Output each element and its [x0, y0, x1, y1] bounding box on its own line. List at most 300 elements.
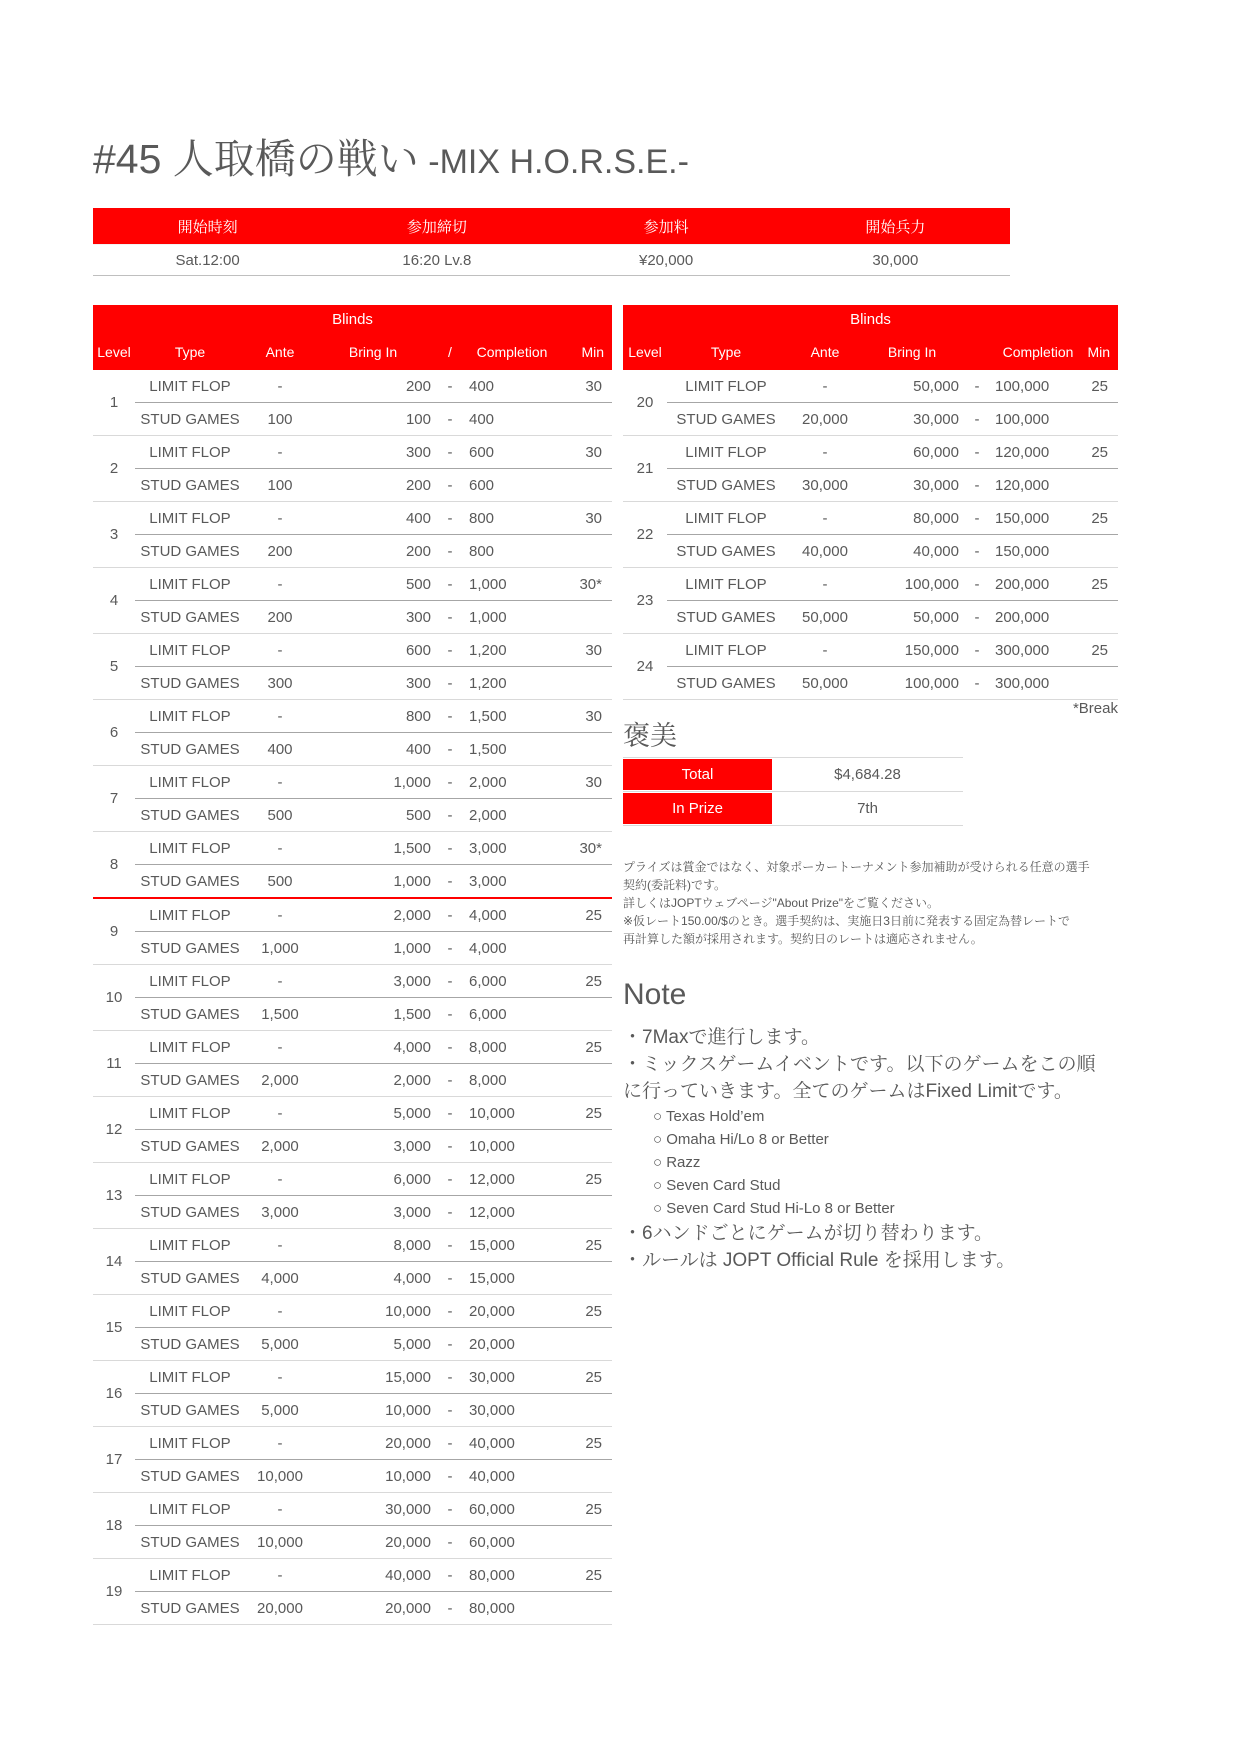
blind-row — [135, 403, 612, 435]
cell-ante: - — [277, 641, 283, 659]
info-header-row — [93, 208, 1010, 244]
level-block — [623, 568, 1118, 634]
cell-min: 30 — [585, 509, 602, 527]
cell-bring-in: 2,000 — [393, 1071, 431, 1089]
blinds-table-levels-20-24 — [623, 305, 1118, 700]
level-block — [93, 1427, 612, 1493]
column-header-min: Min — [581, 344, 604, 360]
cell-ante: - — [822, 509, 828, 527]
cell-separator: - — [447, 740, 453, 758]
note-line: に行っていきます。全てのゲームはFixed Limitです。 — [623, 1081, 1073, 1102]
level-block — [623, 370, 1118, 436]
column-header-comp: Completion — [476, 344, 548, 360]
cell-bring-in: 50,000 — [913, 377, 959, 395]
level-block — [623, 502, 1118, 568]
cell-bring-in: 200 — [405, 476, 431, 494]
blind-row — [135, 1295, 612, 1328]
level-block — [93, 1559, 612, 1625]
level-number: 14 — [105, 1253, 123, 1270]
cell-bring-in: 30,000 — [913, 476, 959, 494]
cell-type: LIMIT FLOP — [685, 575, 767, 593]
cell-bring-in: 30,000 — [913, 410, 959, 428]
cell-type: LIMIT FLOP — [149, 1038, 231, 1056]
cell-bring-in: 8,000 — [393, 1236, 431, 1254]
cell-type: LIMIT FLOP — [149, 1236, 231, 1254]
level-number: 8 — [109, 856, 119, 873]
cell-bring-in: 200 — [405, 542, 431, 560]
cell-separator: - — [447, 1038, 453, 1056]
cell-completion: 800 — [469, 509, 495, 527]
cell-ante: - — [277, 1302, 283, 1320]
cell-ante: 20,000 — [257, 1599, 303, 1617]
cell-ante: - — [277, 839, 283, 857]
blind-row — [135, 733, 612, 765]
prize-row — [623, 792, 963, 826]
level-block — [93, 766, 612, 832]
blind-row — [135, 1262, 612, 1294]
blind-row — [135, 535, 612, 567]
level-number: 10 — [105, 989, 123, 1006]
cell-ante: 400 — [267, 740, 293, 758]
blind-row — [135, 1592, 612, 1624]
cell-completion: 1,200 — [469, 674, 507, 692]
cell-type: LIMIT FLOP — [685, 641, 767, 659]
cell-completion: 80,000 — [469, 1566, 515, 1584]
cell-completion: 600 — [469, 476, 495, 494]
level-number: 12 — [105, 1121, 123, 1138]
cell-completion: 300,000 — [995, 674, 1050, 692]
disclaimer-line: ※仮レート150.00/$のとき。選手契約は、実施日3日前に発表する固定為替レートで — [623, 914, 1070, 928]
cell-separator: - — [447, 972, 453, 990]
cell-bring-in: 500 — [405, 575, 431, 593]
blind-row — [667, 403, 1118, 435]
level-number: 23 — [636, 592, 654, 609]
cell-completion: 30,000 — [469, 1368, 515, 1386]
blind-row — [135, 568, 612, 601]
cell-ante: - — [277, 906, 283, 924]
cell-completion: 300,000 — [995, 641, 1050, 659]
cell-ante: - — [277, 773, 283, 791]
blind-row — [135, 601, 612, 633]
cell-completion: 1,000 — [469, 575, 507, 593]
cell-min: 25 — [585, 1566, 602, 1584]
blind-row — [135, 1526, 612, 1558]
blind-row — [135, 932, 612, 964]
cell-bring-in: 1,500 — [393, 839, 431, 857]
cell-separator: - — [447, 542, 453, 560]
cell-min: 25 — [585, 1038, 602, 1056]
cell-bring-in: 100,000 — [904, 575, 959, 593]
level-rows — [135, 1097, 612, 1162]
level-number: 17 — [105, 1451, 123, 1468]
cell-min: 25 — [1091, 641, 1108, 659]
cell-bring-in: 10,000 — [385, 1467, 431, 1485]
level-block — [93, 832, 612, 899]
cell-min: 30 — [585, 377, 602, 395]
blind-row — [135, 469, 612, 501]
prize-value: $4,684.28 — [834, 766, 901, 783]
cell-bring-in: 50,000 — [913, 608, 959, 626]
level-number: 20 — [636, 394, 654, 411]
blind-row — [135, 1460, 612, 1492]
level-number: 21 — [636, 460, 654, 477]
cell-completion: 12,000 — [469, 1203, 515, 1221]
cell-separator: - — [447, 1071, 453, 1089]
cell-bring-in: 80,000 — [913, 509, 959, 527]
cell-type: LIMIT FLOP — [149, 773, 231, 791]
cell-type: STUD GAMES — [140, 542, 240, 560]
cell-separator: - — [447, 1170, 453, 1188]
level-block — [93, 965, 612, 1031]
level-block — [93, 1031, 612, 1097]
cell-ante: - — [277, 1566, 283, 1584]
level-rows — [135, 568, 612, 633]
cell-separator: - — [974, 509, 980, 527]
cell-completion: 10,000 — [469, 1137, 515, 1155]
cell-type: LIMIT FLOP — [149, 443, 231, 461]
cell-min: 25 — [585, 906, 602, 924]
page-title — [93, 126, 689, 185]
cell-separator: - — [447, 377, 453, 395]
cell-min: 30* — [579, 839, 602, 857]
cell-separator: - — [447, 1434, 453, 1452]
blind-row — [667, 634, 1118, 667]
level-block — [93, 899, 612, 965]
cell-min: 25 — [585, 1434, 602, 1452]
cell-ante: 20,000 — [802, 410, 848, 428]
blind-row — [135, 436, 612, 469]
cell-type: STUD GAMES — [140, 674, 240, 692]
level-rows — [135, 832, 612, 897]
cell-completion: 200,000 — [995, 575, 1050, 593]
cell-bring-in: 400 — [405, 740, 431, 758]
cell-completion: 15,000 — [469, 1236, 515, 1254]
cell-bring-in: 3,000 — [393, 1203, 431, 1221]
event-subtitle: -MIX H.O.R.S.E.- — [418, 143, 689, 181]
cell-separator: - — [447, 707, 453, 725]
cell-separator: - — [447, 509, 453, 527]
cell-ante: 200 — [267, 608, 293, 626]
cell-separator: - — [447, 1599, 453, 1617]
cell-completion: 60,000 — [469, 1500, 515, 1518]
cell-separator: - — [974, 410, 980, 428]
cell-separator: - — [447, 1500, 453, 1518]
cell-bring-in: 1,000 — [393, 939, 431, 957]
cell-bring-in: 3,000 — [393, 972, 431, 990]
cell-separator: - — [447, 1269, 453, 1287]
cell-separator: - — [447, 1335, 453, 1353]
blind-row — [135, 634, 612, 667]
cell-separator: - — [447, 1368, 453, 1386]
level-rows — [135, 1163, 612, 1228]
cell-type: LIMIT FLOP — [149, 509, 231, 527]
cell-separator: - — [447, 1302, 453, 1320]
cell-separator: - — [447, 1104, 453, 1122]
blind-row — [135, 799, 612, 831]
level-number: 7 — [109, 790, 119, 807]
cell-bring-in: 500 — [405, 806, 431, 824]
blind-row — [135, 700, 612, 733]
cell-ante: 500 — [267, 872, 293, 890]
prize-disclaimer — [623, 858, 1103, 948]
cell-completion: 6,000 — [469, 1005, 507, 1023]
cell-completion: 2,000 — [469, 773, 507, 791]
column-header-ante: Ante — [810, 344, 840, 360]
info-value-cell: 30,000 — [872, 251, 919, 269]
info-header-cell: 参加締切 — [406, 218, 467, 236]
cell-bring-in: 6,000 — [393, 1170, 431, 1188]
blind-row — [135, 998, 612, 1030]
prize-table — [623, 757, 963, 826]
cell-type: STUD GAMES — [140, 1533, 240, 1551]
cell-ante: 1,500 — [261, 1005, 299, 1023]
level-rows — [667, 502, 1118, 567]
note-line: ・7Maxで進行します。 — [623, 1027, 820, 1048]
cell-separator: - — [447, 1467, 453, 1485]
cell-type: LIMIT FLOP — [149, 641, 231, 659]
column-header-level: Level — [97, 344, 131, 360]
note-game-item: ○ Seven Card Stud — [653, 1177, 781, 1194]
cell-separator: - — [974, 575, 980, 593]
cell-bring-in: 100,000 — [904, 674, 959, 692]
cell-completion: 40,000 — [469, 1434, 515, 1452]
level-block — [623, 634, 1118, 700]
blind-row — [135, 1361, 612, 1394]
cell-completion: 1,200 — [469, 641, 507, 659]
blind-row — [667, 535, 1118, 567]
note-heading: Note — [623, 978, 687, 1011]
cell-ante: 1,000 — [261, 939, 299, 957]
cell-separator: - — [447, 773, 453, 791]
cell-ante: 5,000 — [261, 1401, 299, 1419]
note-game-item: ○ Omaha Hi/Lo 8 or Better — [653, 1131, 829, 1148]
blind-row — [135, 865, 612, 897]
cell-ante: 30,000 — [802, 476, 848, 494]
blind-row — [667, 568, 1118, 601]
cell-type: STUD GAMES — [140, 1269, 240, 1287]
level-number: 6 — [109, 724, 119, 741]
cell-separator: - — [447, 906, 453, 924]
cell-ante: 5,000 — [261, 1335, 299, 1353]
column-header-min: Min — [1087, 344, 1110, 360]
cell-type: STUD GAMES — [140, 806, 240, 824]
cell-ante: - — [277, 1170, 283, 1188]
cell-ante: 2,000 — [261, 1137, 299, 1155]
level-block — [93, 370, 612, 436]
info-value-cell: Sat.12:00 — [175, 251, 240, 269]
level-number: 24 — [636, 658, 654, 675]
cell-type: LIMIT FLOP — [149, 972, 231, 990]
blind-row — [667, 502, 1118, 535]
cell-ante: 300 — [267, 674, 293, 692]
cell-completion: 100,000 — [995, 410, 1050, 428]
level-number: 22 — [636, 526, 654, 543]
cell-completion: 10,000 — [469, 1104, 515, 1122]
cell-ante: 50,000 — [802, 674, 848, 692]
cell-bring-in: 300 — [405, 443, 431, 461]
blind-row — [667, 667, 1118, 699]
cell-type: LIMIT FLOP — [685, 377, 767, 395]
cell-type: STUD GAMES — [676, 476, 776, 494]
cell-ante: - — [277, 1104, 283, 1122]
cell-bring-in: 5,000 — [393, 1104, 431, 1122]
cell-type: STUD GAMES — [676, 542, 776, 560]
level-block — [93, 1229, 612, 1295]
level-rows — [135, 700, 612, 765]
cell-ante: - — [822, 443, 828, 461]
cell-type: LIMIT FLOP — [685, 509, 767, 527]
level-block — [93, 700, 612, 766]
level-block — [93, 1493, 612, 1559]
level-rows — [135, 965, 612, 1030]
cell-ante: - — [277, 443, 283, 461]
level-block — [93, 1163, 612, 1229]
cell-bring-in: 300 — [405, 674, 431, 692]
cell-ante: - — [277, 972, 283, 990]
disclaimer-line: プライズは賞金ではなく、対象ポーカートーナメント参加補助が受けられる任意の選手 — [623, 860, 1090, 874]
cell-completion: 200,000 — [995, 608, 1050, 626]
cell-ante: 50,000 — [802, 608, 848, 626]
cell-type: LIMIT FLOP — [149, 1566, 231, 1584]
cell-type: STUD GAMES — [140, 740, 240, 758]
cell-min: 25 — [1091, 575, 1108, 593]
note-game-item: ○ Texas Hold’em — [653, 1108, 765, 1125]
cell-bring-in: 5,000 — [393, 1335, 431, 1353]
blind-row — [135, 766, 612, 799]
cell-ante: - — [277, 1236, 283, 1254]
cell-bring-in: 600 — [405, 641, 431, 659]
disclaimer-line: 詳しくはJOPTウェブページ"About Prize"をご覧ください。 — [623, 896, 940, 910]
level-block — [93, 568, 612, 634]
cell-min: 25 — [585, 972, 602, 990]
break-footnote: *Break — [1072, 700, 1118, 717]
blind-row — [135, 1097, 612, 1130]
note-line: ・ミックスゲームイベントです。以下のゲームをこの順 — [623, 1054, 1096, 1075]
info-table — [93, 208, 1010, 276]
cell-bring-in: 800 — [405, 707, 431, 725]
level-rows — [135, 502, 612, 567]
cell-ante: 100 — [267, 476, 293, 494]
cell-separator: - — [447, 1401, 453, 1419]
cell-completion: 30,000 — [469, 1401, 515, 1419]
level-rows — [135, 1295, 612, 1360]
cell-type: LIMIT FLOP — [149, 575, 231, 593]
blinds-table-levels-1-19 — [93, 305, 612, 1625]
cell-type: STUD GAMES — [140, 939, 240, 957]
cell-type: STUD GAMES — [676, 410, 776, 428]
cell-min: 30 — [585, 773, 602, 791]
cell-separator: - — [447, 1533, 453, 1551]
cell-separator: - — [974, 542, 980, 560]
cell-separator: - — [447, 1137, 453, 1155]
cell-bring-in: 1,000 — [393, 773, 431, 791]
blind-row — [135, 1196, 612, 1228]
cell-bring-in: 40,000 — [385, 1566, 431, 1584]
level-number: 19 — [105, 1583, 123, 1600]
level-rows — [667, 370, 1118, 435]
info-header-cell: 開始兵力 — [865, 218, 926, 236]
cell-separator: - — [447, 443, 453, 461]
cell-separator: - — [447, 575, 453, 593]
note-list — [623, 1024, 1183, 1274]
cell-type: LIMIT FLOP — [149, 1368, 231, 1386]
level-rows — [135, 370, 612, 435]
cell-type: STUD GAMES — [140, 1005, 240, 1023]
cell-min: 25 — [585, 1302, 602, 1320]
level-number: 11 — [106, 1055, 122, 1072]
cell-min: 25 — [1091, 377, 1108, 395]
cell-completion: 2,000 — [469, 806, 507, 824]
level-rows — [667, 436, 1118, 501]
cell-ante: - — [277, 1500, 283, 1518]
cell-bring-in: 4,000 — [393, 1269, 431, 1287]
cell-separator: - — [974, 641, 980, 659]
cell-completion: 15,000 — [469, 1269, 515, 1287]
cell-bring-in: 20,000 — [385, 1599, 431, 1617]
cell-ante: 10,000 — [257, 1467, 303, 1485]
cell-completion: 100,000 — [995, 377, 1050, 395]
cell-ante: - — [277, 1368, 283, 1386]
cell-completion: 150,000 — [995, 542, 1050, 560]
cell-separator: - — [447, 1203, 453, 1221]
column-header-ante: Ante — [265, 344, 295, 360]
cell-type: STUD GAMES — [140, 1203, 240, 1221]
blind-row — [667, 469, 1118, 501]
cell-ante: 3,000 — [261, 1203, 299, 1221]
cell-ante: 2,000 — [261, 1071, 299, 1089]
info-value-cell: 16:20 Lv.8 — [402, 251, 472, 269]
level-block — [93, 502, 612, 568]
blind-row — [135, 1559, 612, 1592]
prize-label: In Prize — [623, 792, 772, 825]
column-header-bring: Bring In — [887, 344, 937, 360]
blinds-title: Blinds — [332, 311, 373, 328]
cell-bring-in: 3,000 — [393, 1137, 431, 1155]
cell-completion: 1,500 — [469, 740, 507, 758]
cell-separator: - — [447, 1566, 453, 1584]
cell-ante: 40,000 — [802, 542, 848, 560]
cell-completion: 20,000 — [469, 1302, 515, 1320]
cell-type: STUD GAMES — [140, 410, 240, 428]
cell-completion: 800 — [469, 542, 495, 560]
level-block — [623, 436, 1118, 502]
cell-ante: - — [277, 707, 283, 725]
cell-type: STUD GAMES — [140, 872, 240, 890]
cell-completion: 8,000 — [469, 1038, 507, 1056]
cell-type: LIMIT FLOP — [149, 707, 231, 725]
cell-completion: 150,000 — [995, 509, 1050, 527]
column-header-level: Level — [628, 344, 662, 360]
blind-row — [135, 667, 612, 699]
cell-min: 25 — [585, 1236, 602, 1254]
cell-completion: 20,000 — [469, 1335, 515, 1353]
cell-ante: - — [277, 1434, 283, 1452]
level-number: 1 — [109, 394, 119, 411]
cell-min: 30 — [585, 443, 602, 461]
cell-separator: - — [447, 1236, 453, 1254]
cell-type: STUD GAMES — [140, 1335, 240, 1353]
blinds-column-headers — [623, 335, 1118, 370]
cell-separator: - — [447, 939, 453, 957]
cell-type: STUD GAMES — [140, 1137, 240, 1155]
cell-min: 25 — [1091, 509, 1108, 527]
cell-separator: - — [447, 839, 453, 857]
info-header-cell: 参加料 — [643, 218, 689, 236]
cell-separator: - — [447, 410, 453, 428]
column-header-type: Type — [710, 344, 742, 360]
note-line: ・ルールは JOPT Official Rule を採用します。 — [623, 1250, 1016, 1271]
cell-completion: 80,000 — [469, 1599, 515, 1617]
